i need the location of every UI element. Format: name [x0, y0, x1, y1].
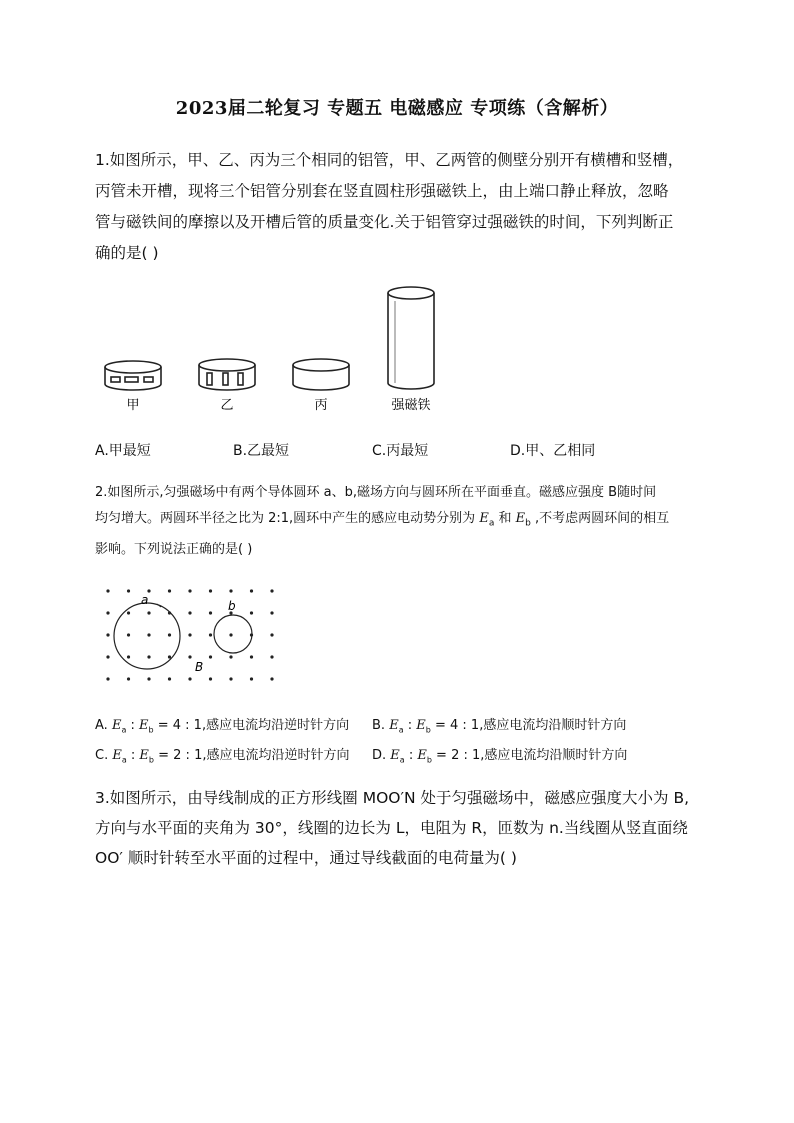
q2-option-b: B. $E_a$ : $E_b = 4$ : 1,感应电流均沿顺时针方向	[372, 718, 627, 735]
option-text: ,感应电流均沿顺时针方向	[479, 718, 627, 733]
field-dot	[127, 633, 130, 636]
pipe-yi	[199, 359, 255, 390]
field-dot	[188, 633, 191, 636]
question-2-figure	[95, 580, 285, 690]
q2-option-c: C. $E_a$ : $E_b = 2$ : 1,感应电流均沿逆时针方向	[95, 748, 350, 765]
q2-line: 影响。下列说法正确的是( )	[95, 541, 253, 557]
field-dot	[209, 589, 212, 592]
option-text: ,感应电流均沿顺时针方向	[480, 748, 628, 763]
q3-line: 3.如图所示，由导线制成的正方形线圈 MOO′N 处于匀强磁场中，磁感应强度大小为 B,	[95, 789, 690, 807]
field-dot	[270, 655, 273, 658]
field-dot	[168, 589, 171, 592]
strong-magnet	[388, 287, 434, 389]
figure-label-bing: 丙	[314, 398, 328, 413]
magnetic-field-dots	[106, 589, 273, 680]
field-dot	[270, 677, 273, 680]
q2-line: 2.如图所示,匀强磁场中有两个导体圆环 a、b,磁场方向与圆环所在平面垂直。磁感应强度 B随时间	[95, 485, 657, 500]
question-1-figure	[95, 283, 455, 418]
q2-line-part: ,不考虑两圆环间的相互	[530, 511, 670, 526]
option-ratio: 4 : 1	[172, 718, 202, 733]
q1-line: 丙管未开槽，现将三个铝管分别套在竖直圆柱形强磁铁上，由上端口静止释放，忽略	[95, 182, 669, 200]
q1-line: 1.如图所示，甲、乙、丙为三个相同的铝管，甲、乙两管的侧壁分别开有横槽和竖槽，	[95, 151, 684, 169]
field-dot	[127, 655, 130, 658]
field-dot	[168, 633, 171, 636]
field-dot	[106, 633, 109, 636]
emf-a-symbol: E	[479, 511, 489, 526]
q2-line-part: 均匀增大。两圆环半径之比为 2:1,圆环中产生的感应电动势分别为	[95, 511, 480, 526]
field-dot	[229, 589, 232, 592]
q2-option-d: D. $E_a$ : $E_b = 2$ : 1,感应电流均沿顺时针方向	[372, 748, 628, 765]
q3-line: 方向与水平面的夹角为 30°，线圈的边长为 L，电阻为 R，匝数为 n.当线圈从竖直面绕	[95, 819, 688, 837]
pipe-bing	[293, 359, 349, 390]
emf-a-subscript: a	[488, 518, 495, 529]
q3-line: OO′ 顺时针转至水平面的过程中，通过导线截面的电荷量为( )	[95, 849, 517, 867]
field-dot	[188, 655, 191, 658]
field-dot	[106, 589, 109, 592]
document-title: 2023届二轮复习 专题五 电磁感应 专项练（含解析）	[175, 98, 619, 119]
field-dot	[147, 655, 150, 658]
option-ratio: 2 : 1	[173, 748, 203, 763]
field-dot	[188, 611, 191, 614]
field-dot	[209, 677, 212, 680]
field-dot	[168, 655, 171, 658]
field-dot	[229, 633, 232, 636]
field-dot	[209, 633, 212, 636]
option-prefix: A.	[95, 718, 112, 733]
field-dot	[168, 677, 171, 680]
field-dot	[127, 677, 130, 680]
ring-b	[214, 615, 252, 653]
q1-option-b: B.乙最短	[233, 443, 290, 459]
field-dot	[147, 611, 150, 614]
q2-option-a: A. $E_a$ : $E_b = 4$ : 1,感应电流均沿逆时针方向	[95, 718, 350, 735]
option-prefix: C.	[95, 748, 113, 763]
option-text: ,感应电流均沿逆时针方向	[202, 748, 350, 763]
option-prefix: B.	[372, 718, 390, 733]
field-dot	[250, 655, 253, 658]
question-3-text	[95, 783, 715, 873]
q1-option-a: A.甲最短	[95, 443, 151, 459]
ring-a-label: a	[141, 593, 149, 607]
field-dot	[127, 589, 130, 592]
field-dot	[106, 677, 109, 680]
field-dot	[250, 611, 253, 614]
q1-option-c: C.丙最短	[372, 443, 429, 459]
field-dot	[188, 589, 191, 592]
field-dot	[250, 589, 253, 592]
field-dot	[106, 655, 109, 658]
field-dot	[147, 677, 150, 680]
field-dot	[229, 655, 232, 658]
emf-b-subscript: b	[525, 518, 531, 529]
field-dot	[270, 633, 273, 636]
field-dot	[188, 677, 191, 680]
emf-b-symbol: E	[515, 511, 526, 526]
option-ratio: 4 : 1	[450, 718, 480, 733]
pipe-jia	[105, 361, 161, 390]
q1-line: 管与磁铁间的摩擦以及开槽后管的质量变化.关于铝管穿过强磁铁的时间，下列判断正	[95, 213, 674, 231]
field-dot	[147, 633, 150, 636]
figure-label-yi: 乙	[220, 398, 234, 413]
option-prefix: D.	[372, 748, 391, 763]
field-dot	[127, 611, 130, 614]
figure-label-jia: 甲	[126, 398, 140, 413]
option-text: ,感应电流均沿逆时针方向	[201, 718, 350, 733]
q1-option-d: D.甲、乙相同	[510, 443, 596, 459]
ring-b-label: b	[228, 599, 236, 613]
q1-line: 确的是( )	[95, 244, 159, 262]
field-dot	[209, 655, 212, 658]
field-label-B: B	[195, 660, 204, 674]
field-dot	[106, 611, 109, 614]
question-2-text	[95, 480, 715, 563]
question-1-text	[95, 145, 715, 269]
q2-line	[95, 506, 715, 537]
field-dot	[229, 677, 232, 680]
option-ratio: 2 : 1	[451, 748, 481, 763]
field-dot	[270, 589, 273, 592]
field-dot	[270, 611, 273, 614]
field-dot	[250, 677, 253, 680]
figure-label-magnet: 强磁铁	[391, 398, 431, 413]
q2-line-part: 和	[494, 511, 516, 526]
field-dot	[209, 611, 212, 614]
